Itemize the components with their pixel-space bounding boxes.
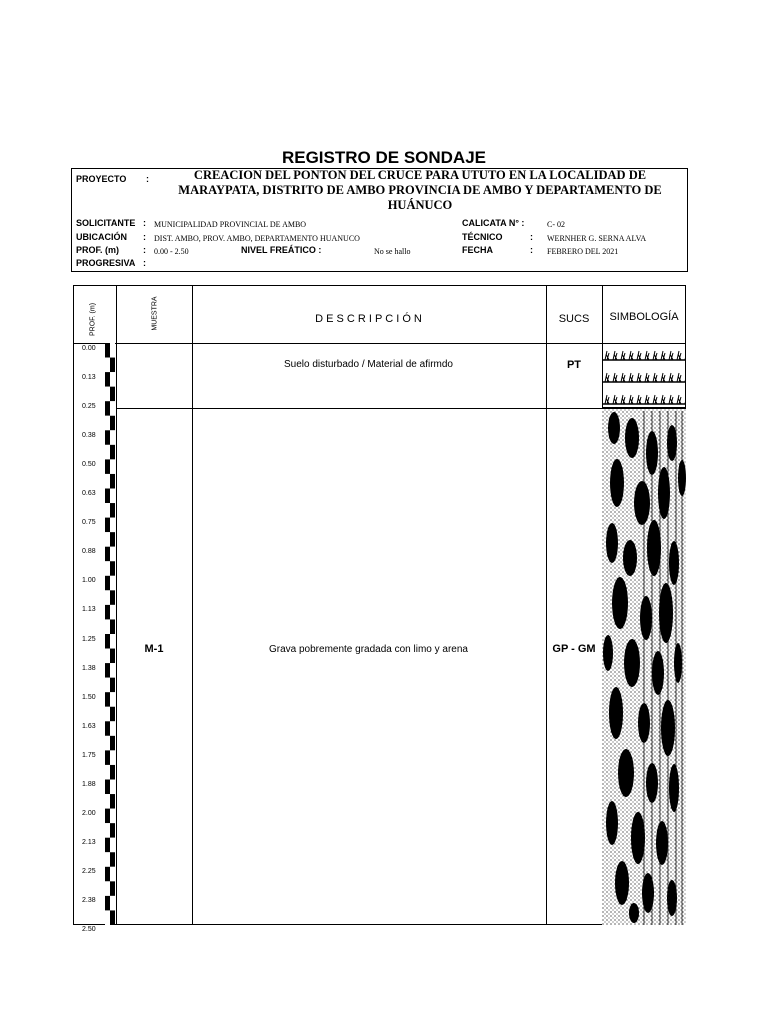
pt-grass-mark: [677, 395, 681, 404]
depth-label: 2.25: [82, 867, 96, 875]
pt-grass-mark: [661, 395, 665, 404]
scale-segment: [110, 678, 115, 693]
scale-segment: [110, 721, 115, 736]
gravel-pebble: [656, 821, 668, 865]
pt-grass-mark: [637, 351, 641, 360]
pt-grass-mark: [629, 373, 633, 382]
scale-segment: [110, 561, 115, 576]
depth-label: 1.75: [82, 751, 96, 759]
scale-segment: [105, 358, 110, 373]
scale-segment: [105, 605, 110, 620]
scale-segment: [110, 619, 115, 634]
scale-segment: [110, 838, 115, 853]
scale-segment: [105, 809, 110, 824]
proyecto-label: PROYECTO: [76, 174, 127, 184]
gravel-pebble: [624, 639, 640, 687]
scale-segment: [110, 576, 115, 591]
scale-segment: [110, 445, 115, 460]
stratum-2-description: Grava pobremente gradada con limo y arena: [268, 644, 468, 655]
pt-grass-mark: [653, 395, 657, 404]
depth-label: 1.13: [82, 606, 96, 614]
pt-grass-mark: [645, 395, 649, 404]
depth-label: 2.38: [82, 896, 96, 904]
scale-segment: [105, 896, 110, 911]
tecnico-value: WERNHER G. SERNA ALVA: [547, 234, 647, 243]
gravel-pebble: [606, 523, 618, 563]
stratum-1-sucs: PT: [566, 359, 582, 371]
scale-segment: [110, 343, 115, 358]
prof-value: 0.00 - 2.50: [154, 247, 189, 256]
ubicacion-colon: :: [143, 232, 146, 242]
gravel-pebble: [623, 540, 637, 576]
pt-grass-mark: [669, 351, 673, 360]
depth-label: 1.63: [82, 722, 96, 730]
scale-segment: [110, 518, 115, 533]
scale-segment: [105, 823, 110, 838]
scale-segment: [110, 896, 115, 911]
pt-grass-mark: [645, 351, 649, 360]
gravel-pebble: [609, 687, 623, 739]
scale-segment: [110, 605, 115, 620]
muestra-column-header-label: MUESTRA: [151, 296, 159, 331]
col-divider-prof: [116, 286, 117, 924]
depth-label: 2.50: [82, 926, 96, 933]
scale-segment: [105, 474, 110, 489]
stratum-divider: [116, 408, 685, 409]
pt-grass-mark: [605, 395, 609, 404]
col-divider-descripcion: [546, 286, 547, 924]
prof-column-header: [79, 300, 109, 336]
scale-segment: [110, 736, 115, 751]
pt-symbol: [602, 351, 686, 404]
pt-grass-mark: [613, 395, 617, 404]
depth-label: 0.38: [82, 432, 96, 440]
scale-segment: [105, 561, 110, 576]
scale-segment: [110, 387, 115, 402]
depth-label: 0.75: [82, 519, 96, 527]
scale-segment: [110, 780, 115, 795]
depth-scale-bar: [105, 343, 115, 925]
gravel-pebble: [606, 801, 618, 845]
pt-grass-mark: [669, 373, 673, 382]
depth-label: 0.50: [82, 461, 96, 469]
fecha-label: FECHA: [462, 245, 493, 255]
depth-label: 2.13: [82, 838, 96, 846]
calicata-label: CALICATA N° :: [462, 218, 525, 228]
gravel-pebble: [667, 880, 677, 916]
depth-label: 0.25: [82, 403, 96, 411]
gravel-pebble: [625, 418, 639, 458]
pt-grass-mark: [677, 351, 681, 360]
fecha-colon: :: [530, 245, 533, 255]
depth-label: 1.88: [82, 780, 96, 788]
pt-grass-mark: [621, 373, 625, 382]
scale-segment: [110, 765, 115, 780]
col-divider-muestra: [192, 286, 193, 924]
gravel-pebble: [629, 903, 639, 923]
pt-grass-mark: [613, 351, 617, 360]
scale-segment: [105, 532, 110, 547]
pt-grass-mark: [605, 351, 609, 360]
prof-label: PROF. (m): [76, 245, 120, 255]
depth-label: 0.63: [82, 490, 96, 498]
depth-label: 0.00: [82, 345, 96, 352]
depth-label: 0.88: [82, 548, 96, 556]
gravel-pebble: [667, 425, 677, 461]
scale-segment: [105, 445, 110, 460]
scale-segment: [105, 678, 110, 693]
scale-segment: [105, 547, 110, 562]
gravel-pebble: [615, 861, 629, 905]
scale-segment: [105, 590, 110, 605]
scale-segment: [105, 750, 110, 765]
scale-segment: [105, 503, 110, 518]
page-title: REGISTRO DE SONDAJE: [281, 148, 487, 167]
scale-segment: [105, 459, 110, 474]
progresiva-colon: :: [143, 258, 146, 268]
pt-grass-mark: [621, 351, 625, 360]
scale-segment: [105, 736, 110, 751]
scale-segment: [105, 838, 110, 853]
muestra-column-header: [140, 296, 170, 336]
scale-segment: [105, 692, 110, 707]
gravel-pebble: [669, 541, 679, 585]
pt-grass-mark: [685, 373, 686, 382]
prof-colon: :: [143, 245, 146, 255]
scale-segment: [110, 852, 115, 867]
stratum-2-sucs: GP - GM: [552, 643, 596, 655]
scale-segment: [105, 634, 110, 649]
pt-grass-mark: [637, 395, 641, 404]
pt-grass-mark: [621, 395, 625, 404]
scale-segment: [110, 750, 115, 765]
depth-label: 1.38: [82, 664, 96, 672]
proyecto-colon: :: [146, 174, 149, 184]
depth-label: 1.25: [82, 635, 96, 643]
pt-grass-mark: [629, 395, 633, 404]
pt-grass-mark: [653, 373, 657, 382]
scale-segment: [110, 430, 115, 445]
simbologia-column-header: SIMBOLOGÍA: [609, 311, 679, 323]
gravel-pebble: [669, 764, 679, 812]
nivel-freatico-label: NIVEL FREÁTICO :: [241, 245, 322, 255]
scale-segment: [105, 707, 110, 722]
fecha-value: FEBRERO DEL 2021: [547, 247, 619, 256]
pt-grass-mark: [661, 351, 665, 360]
depth-label: 1.00: [82, 577, 96, 585]
scale-segment: [105, 416, 110, 431]
proyecto-value: CREACION DEL PONTON DEL CRUCE PARA UTUTO EN LA LOCALIDAD DE MARAYPATA, DISTRITO DE AMBO PROVINCIA DE AMBO Y DEPARTAMENTO DE HUÁNUCO: [178, 168, 662, 212]
scale-segment: [110, 503, 115, 518]
gravel-pebble: [608, 412, 620, 444]
scale-segment: [105, 430, 110, 445]
scale-segment: [105, 401, 110, 416]
scale-segment: [110, 474, 115, 489]
scale-segment: [110, 692, 115, 707]
pt-grass-mark: [637, 373, 641, 382]
gravel-pebble: [634, 481, 650, 525]
scale-segment: [105, 881, 110, 896]
scale-segment: [110, 590, 115, 605]
pt-grass-mark: [669, 395, 673, 404]
pt-grass-mark: [661, 373, 665, 382]
scale-segment: [110, 649, 115, 664]
calicata-value: C- 02: [547, 220, 565, 229]
solicitante-value: MUNICIPALIDAD PROVINCIAL DE AMBO: [154, 220, 307, 229]
scale-segment: [110, 459, 115, 474]
progresiva-label: PROGRESIVA: [76, 258, 136, 268]
scale-segment: [105, 649, 110, 664]
gravel-pebble: [659, 583, 673, 643]
depth-label: 2.00: [82, 809, 96, 817]
pt-grass-mark: [645, 373, 649, 382]
scale-segment: [105, 852, 110, 867]
scale-segment: [105, 765, 110, 780]
gravel-pebble: [610, 459, 624, 507]
depth-label: 1.50: [82, 693, 96, 701]
scale-segment: [110, 823, 115, 838]
gravel-pebble: [618, 749, 634, 797]
scale-segment: [110, 416, 115, 431]
scale-segment: [110, 547, 115, 562]
scale-segment: [110, 867, 115, 882]
depth-label: 0.13: [82, 374, 96, 382]
solicitante-label: SOLICITANTE: [76, 218, 136, 228]
pt-grass-mark: [685, 351, 686, 360]
scale-segment: [110, 881, 115, 896]
scale-segment: [110, 809, 115, 824]
stratum-1-description: Suelo disturbado / Material de afirmdo: [284, 359, 453, 370]
scale-segment: [110, 401, 115, 416]
scale-segment: [110, 634, 115, 649]
scale-segment: [105, 372, 110, 387]
nivel-freatico-value: No se hallo: [374, 247, 411, 256]
scale-segment: [110, 707, 115, 722]
scale-segment: [110, 794, 115, 809]
scale-segment: [105, 721, 110, 736]
pt-grass-mark: [613, 373, 617, 382]
gravel-pebble: [652, 651, 664, 695]
gravel-pebble: [631, 812, 645, 864]
scale-segment: [105, 576, 110, 591]
sucs-column-header: SUCS: [558, 313, 590, 325]
pt-grass-mark: [605, 373, 609, 382]
scale-segment: [110, 910, 115, 925]
gravel-pebble: [612, 577, 628, 629]
scale-segment: [110, 663, 115, 678]
soil-log-table: [73, 285, 686, 925]
descripcion-column-header: D E S C R I P C I Ó N: [315, 313, 422, 325]
tecnico-label: TÉCNICO: [462, 232, 503, 242]
ubicacion-label: UBICACIÓN: [76, 232, 127, 242]
pt-grass-mark: [653, 351, 657, 360]
gravel-pebble: [674, 643, 682, 683]
stratum-2-muestra: M-1: [144, 643, 164, 655]
scale-segment: [110, 532, 115, 547]
gravel-pebble: [640, 596, 652, 640]
scale-segment: [105, 780, 110, 795]
gravel-pebble: [647, 520, 661, 576]
pt-grass-mark: [677, 373, 681, 382]
scale-segment: [105, 619, 110, 634]
solicitante-colon: :: [143, 218, 146, 228]
scale-segment: [110, 372, 115, 387]
pt-grass-mark: [685, 395, 686, 404]
symbology-column: [602, 343, 686, 925]
scale-segment: [105, 794, 110, 809]
scale-segment: [105, 387, 110, 402]
ubicacion-value: DIST. AMBO, PROV. AMBO, DEPARTAMENTO HUANUCO: [154, 234, 360, 243]
scale-segment: [110, 358, 115, 373]
scale-segment: [105, 867, 110, 882]
scale-segment: [105, 343, 110, 358]
scale-segment: [105, 910, 110, 925]
scale-segment: [105, 518, 110, 533]
scale-segment: [105, 489, 110, 504]
prof-column-header-label: PROF. (m): [89, 302, 97, 337]
scale-segment: [110, 489, 115, 504]
header-row-divider: [74, 343, 685, 344]
gravel-pebble: [603, 635, 613, 671]
pt-grass-mark: [629, 351, 633, 360]
scale-segment: [105, 663, 110, 678]
tecnico-colon: :: [530, 232, 533, 242]
